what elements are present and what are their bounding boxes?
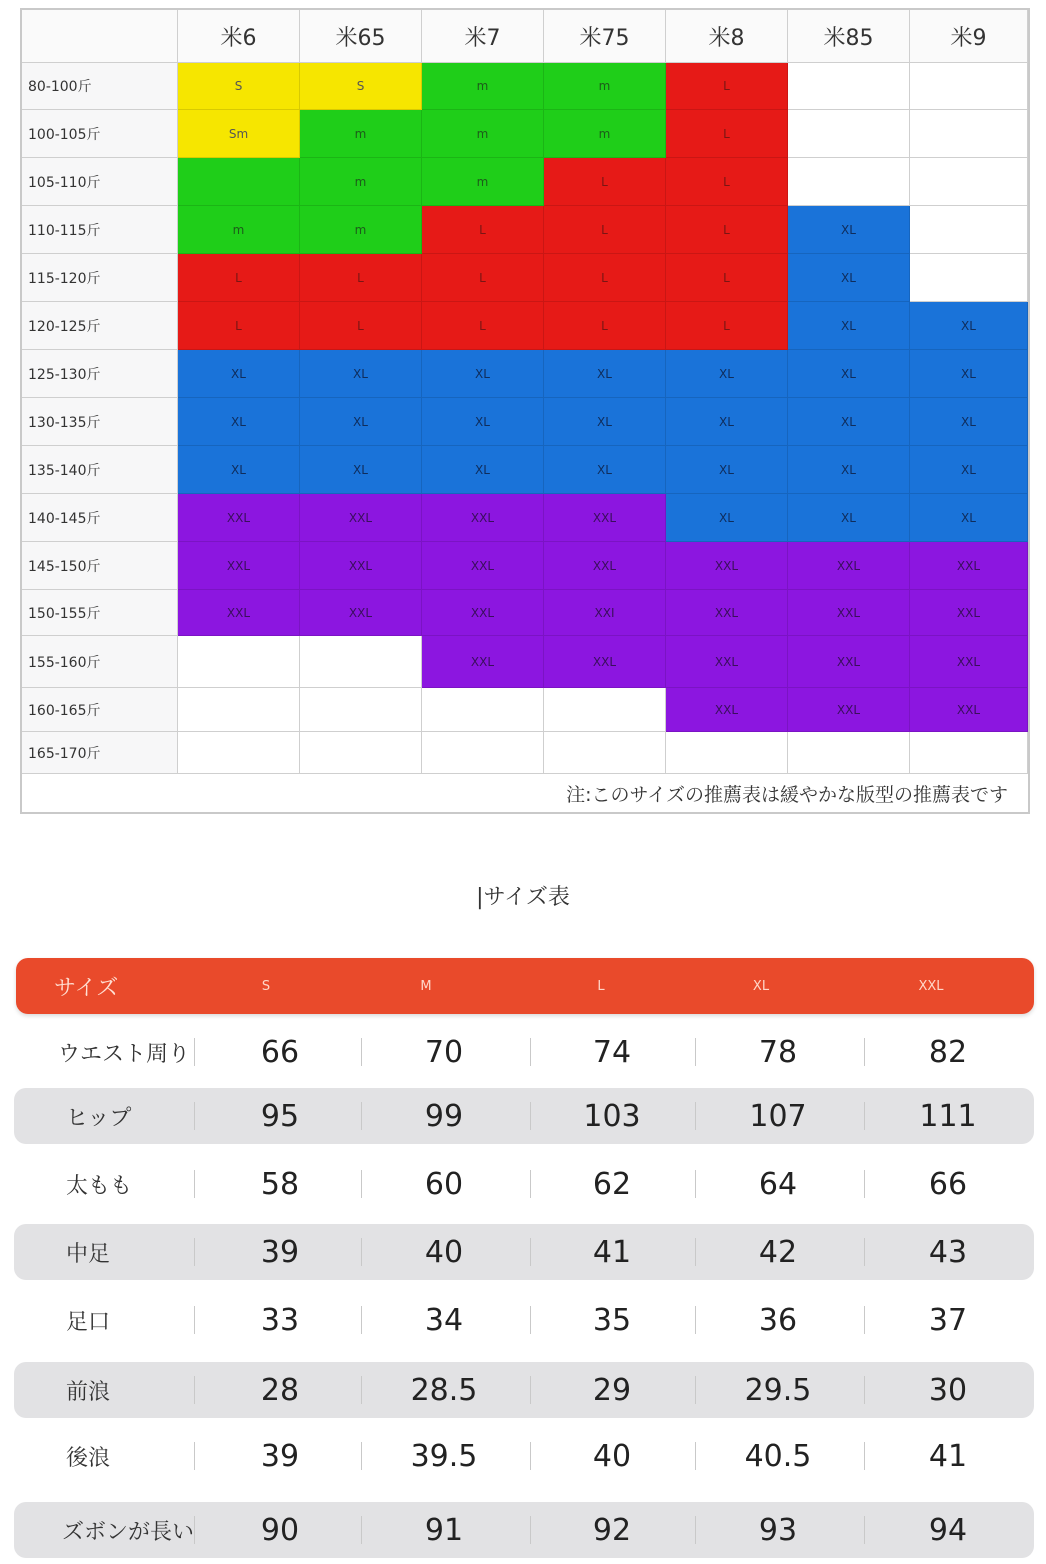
grid-cell: XL (910, 446, 1028, 494)
grid-cell: XXL (544, 494, 666, 542)
column-divider (695, 1516, 696, 1544)
grid-cell (910, 63, 1028, 110)
column-divider (530, 1038, 531, 1066)
grid-cell: XXL (666, 636, 788, 688)
grid-cell: XXL (788, 542, 910, 590)
size-value: 40 (592, 1438, 632, 1474)
grid-cell (178, 732, 300, 774)
grid-cell: XXL (910, 688, 1028, 732)
size-value: 70 (424, 1034, 464, 1070)
column-divider (530, 1516, 531, 1544)
size-value: 43 (928, 1234, 968, 1270)
size-value: 41 (592, 1234, 632, 1270)
column-divider (864, 1442, 865, 1470)
grid-cell: XL (178, 350, 300, 398)
grid-cell (422, 688, 544, 732)
column-divider (695, 1306, 696, 1334)
grid-cell: L (666, 110, 788, 158)
grid-cell: XL (178, 446, 300, 494)
column-divider (864, 1306, 865, 1334)
size-header-3: L (597, 978, 605, 994)
size-chart-header (16, 958, 1034, 1014)
size-row (14, 1224, 1034, 1280)
size-value: 62 (592, 1166, 632, 1202)
grid-cell: XXL (544, 542, 666, 590)
grid-cell: XXL (300, 542, 422, 590)
grid-cell (910, 110, 1028, 158)
size-row (14, 1156, 1034, 1212)
size-value: 33 (260, 1302, 300, 1338)
grid-header-5: 米8 (666, 10, 788, 63)
size-value: 37 (928, 1302, 968, 1338)
grid-cell: XXL (300, 494, 422, 542)
column-divider (194, 1038, 195, 1066)
grid-cell (910, 158, 1028, 206)
grid-cell: XL (544, 398, 666, 446)
column-divider (530, 1170, 531, 1198)
grid-row-label: 145-150斤 (22, 542, 178, 590)
column-divider (361, 1038, 362, 1066)
size-value: 39 (260, 1438, 300, 1474)
column-divider (695, 1170, 696, 1198)
grid-cell: L (544, 206, 666, 254)
column-divider (864, 1238, 865, 1266)
size-value: 66 (260, 1034, 300, 1070)
size-row-label: 前浪 (66, 1379, 111, 1405)
grid-row-label: 110-115斤 (22, 206, 178, 254)
grid-row-label: 80-100斤 (22, 63, 178, 110)
grid-cell: XXL (788, 688, 910, 732)
size-header-2: M (420, 978, 432, 994)
grid-cell: L (178, 302, 300, 350)
grid-row-label: 105-110斤 (22, 158, 178, 206)
grid-cell (788, 158, 910, 206)
size-value: 36 (758, 1302, 798, 1338)
column-divider (864, 1516, 865, 1544)
grid-cell: m (544, 110, 666, 158)
column-divider (864, 1376, 865, 1404)
grid-header-6: 米85 (788, 10, 910, 63)
grid-cell: m (544, 63, 666, 110)
grid-corner-cell (22, 10, 178, 63)
size-value: 40 (424, 1234, 464, 1270)
grid-row-label: 130-135斤 (22, 398, 178, 446)
size-value: 111 (919, 1098, 977, 1134)
grid-cell: m (422, 158, 544, 206)
grid-cell: XL (544, 350, 666, 398)
size-chart-title: |サイズ表 (476, 885, 570, 910)
grid-row-label: 155-160斤 (22, 636, 178, 688)
size-value: 91 (424, 1512, 464, 1548)
column-divider (864, 1170, 865, 1198)
size-value: 42 (758, 1234, 798, 1270)
size-header-4: XL (752, 978, 770, 994)
column-divider (530, 1238, 531, 1266)
grid-cell: XL (666, 398, 788, 446)
grid-cell: XL (300, 398, 422, 446)
grid-cell: S (178, 63, 300, 110)
column-divider (361, 1306, 362, 1334)
column-divider (361, 1102, 362, 1130)
grid-cell: m (422, 110, 544, 158)
grid-cell: XXL (422, 542, 544, 590)
size-value: 103 (583, 1098, 641, 1134)
grid-header-7: 米9 (910, 10, 1028, 63)
size-header-5: XXL (918, 978, 944, 994)
grid-cell: m (300, 158, 422, 206)
grid-cell (666, 732, 788, 774)
size-row (14, 1362, 1034, 1418)
size-row (14, 1088, 1034, 1144)
grid-cell (300, 732, 422, 774)
grid-row-label: 100-105斤 (22, 110, 178, 158)
grid-cell: XXL (788, 590, 910, 636)
grid-cell: XL (300, 446, 422, 494)
grid-cell: XXL (422, 590, 544, 636)
size-row-label: ヒップ (66, 1105, 132, 1131)
grid-cell: XL (422, 398, 544, 446)
column-divider (864, 1102, 865, 1130)
size-value: 93 (758, 1512, 798, 1548)
grid-cell: XXL (422, 636, 544, 688)
size-row-label: 足口 (66, 1309, 111, 1335)
column-divider (695, 1442, 696, 1470)
grid-cell: XXL (666, 688, 788, 732)
grid-cell: XXL (422, 494, 544, 542)
column-divider (361, 1376, 362, 1404)
grid-row-label: 165-170斤 (22, 732, 178, 774)
size-value: 28.5 (410, 1372, 478, 1408)
size-header-label: サイズ (54, 975, 119, 1001)
size-row-label: 太もも (66, 1173, 133, 1199)
grid-cell (422, 732, 544, 774)
grid-header-4: 米75 (544, 10, 666, 63)
grid-row-label: 140-145斤 (22, 494, 178, 542)
size-value: 74 (592, 1034, 632, 1070)
size-value: 92 (592, 1512, 632, 1548)
grid-cell: XL (788, 254, 910, 302)
size-value: 29 (592, 1372, 632, 1408)
grid-cell: XL (910, 350, 1028, 398)
grid-cell: L (422, 206, 544, 254)
column-divider (361, 1442, 362, 1470)
grid-cell (544, 732, 666, 774)
grid-cell: XL (666, 446, 788, 494)
size-header-1: S (261, 978, 271, 994)
grid-cell: XL (422, 446, 544, 494)
size-value: 34 (424, 1302, 464, 1338)
grid-cell (910, 732, 1028, 774)
grid-cell (788, 110, 910, 158)
size-value: 90 (260, 1512, 300, 1548)
grid-cell: XL (788, 494, 910, 542)
grid-cell: XXL (178, 590, 300, 636)
grid-cell: L (300, 302, 422, 350)
grid-cell: XL (666, 494, 788, 542)
column-divider (194, 1170, 195, 1198)
size-row (14, 1024, 1034, 1080)
size-value: 41 (928, 1438, 968, 1474)
grid-cell: L (422, 254, 544, 302)
size-row (14, 1292, 1034, 1348)
grid-cell: L (544, 158, 666, 206)
size-row-label: 中足 (66, 1241, 111, 1267)
grid-cell: XL (178, 398, 300, 446)
size-value: 95 (260, 1098, 300, 1134)
size-value: 60 (424, 1166, 464, 1202)
grid-cell: L (666, 302, 788, 350)
size-value: 28 (260, 1372, 300, 1408)
grid-cell: XXL (178, 542, 300, 590)
grid-cell: m (178, 206, 300, 254)
grid-row-label: 150-155斤 (22, 590, 178, 636)
size-value: 82 (928, 1034, 968, 1070)
grid-cell: XL (300, 350, 422, 398)
column-divider (695, 1238, 696, 1266)
size-row-label: 後浪 (66, 1445, 111, 1471)
column-divider (530, 1306, 531, 1334)
grid-header-3: 米7 (422, 10, 544, 63)
grid-cell (178, 688, 300, 732)
grid-cell (300, 636, 422, 688)
grid-header-1: 米6 (178, 10, 300, 63)
size-value: 64 (758, 1166, 798, 1202)
grid-cell: XXL (910, 590, 1028, 636)
column-divider (194, 1516, 195, 1544)
grid-cell: S (300, 63, 422, 110)
size-value: 58 (260, 1166, 300, 1202)
grid-cell: L (544, 254, 666, 302)
grid-cell (300, 688, 422, 732)
grid-cell: XL (788, 446, 910, 494)
grid-cell: L (666, 254, 788, 302)
grid-cell: XXI (544, 590, 666, 636)
grid-cell: L (666, 158, 788, 206)
column-divider (695, 1102, 696, 1130)
grid-cell: Sm (178, 110, 300, 158)
grid-cell: L (178, 254, 300, 302)
grid-cell: XXL (910, 542, 1028, 590)
column-divider (361, 1170, 362, 1198)
grid-cell: XXL (544, 636, 666, 688)
column-divider (361, 1516, 362, 1544)
grid-cell: L (300, 254, 422, 302)
grid-cell: XL (788, 350, 910, 398)
grid-row-label: 160-165斤 (22, 688, 178, 732)
grid-note: 注:このサイズの推薦表は緩やかな版型の推薦表です (566, 783, 1008, 806)
column-divider (530, 1102, 531, 1130)
column-divider (695, 1038, 696, 1066)
column-divider (864, 1038, 865, 1066)
grid-cell (544, 688, 666, 732)
grid-cell: XL (910, 302, 1028, 350)
grid-cell: L (422, 302, 544, 350)
column-divider (194, 1376, 195, 1404)
column-divider (194, 1238, 195, 1266)
size-value: 29.5 (744, 1372, 812, 1408)
grid-cell: XXL (666, 590, 788, 636)
size-value: 30 (928, 1372, 968, 1408)
grid-cell: XL (422, 350, 544, 398)
grid-cell: m (300, 110, 422, 158)
size-value: 107 (749, 1098, 807, 1134)
grid-cell: XXL (300, 590, 422, 636)
column-divider (194, 1306, 195, 1334)
grid-cell (788, 63, 910, 110)
column-divider (695, 1376, 696, 1404)
grid-cell (178, 158, 300, 206)
grid-cell: XL (544, 446, 666, 494)
grid-cell: XL (788, 398, 910, 446)
grid-cell (910, 206, 1028, 254)
grid-cell: XL (788, 206, 910, 254)
size-row-label: ウエスト周り (58, 1041, 191, 1067)
grid-cell (910, 254, 1028, 302)
size-value: 78 (758, 1034, 798, 1070)
size-value: 94 (928, 1512, 968, 1548)
grid-cell: XL (788, 302, 910, 350)
grid-cell: XXL (178, 494, 300, 542)
grid-row-label: 135-140斤 (22, 446, 178, 494)
size-recommendation-grid (20, 8, 1030, 814)
grid-cell: XL (910, 494, 1028, 542)
size-value: 40.5 (744, 1438, 812, 1474)
size-row (14, 1428, 1034, 1484)
grid-cell (178, 636, 300, 688)
size-value: 99 (424, 1098, 464, 1134)
grid-cell: XXL (666, 542, 788, 590)
grid-cell: XXL (788, 636, 910, 688)
grid-cell: m (422, 63, 544, 110)
column-divider (194, 1102, 195, 1130)
column-divider (530, 1442, 531, 1470)
grid-row-label: 125-130斤 (22, 350, 178, 398)
size-value: 39.5 (410, 1438, 478, 1474)
grid-cell: L (544, 302, 666, 350)
size-row (14, 1502, 1034, 1558)
grid-cell: L (666, 206, 788, 254)
size-value: 66 (928, 1166, 968, 1202)
grid-cell: XL (910, 398, 1028, 446)
size-row-label: ズボンが長い (62, 1519, 195, 1545)
grid-cell: XL (666, 350, 788, 398)
grid-row-label: 120-125斤 (22, 302, 178, 350)
grid-header-2: 米65 (300, 10, 422, 63)
grid-row-label: 115-120斤 (22, 254, 178, 302)
column-divider (530, 1376, 531, 1404)
column-divider (361, 1238, 362, 1266)
grid-cell: XXL (910, 636, 1028, 688)
column-divider (194, 1442, 195, 1470)
grid-cell (788, 732, 910, 774)
size-value: 39 (260, 1234, 300, 1270)
grid-cell: m (300, 206, 422, 254)
grid-cell: L (666, 63, 788, 110)
size-value: 35 (592, 1302, 632, 1338)
